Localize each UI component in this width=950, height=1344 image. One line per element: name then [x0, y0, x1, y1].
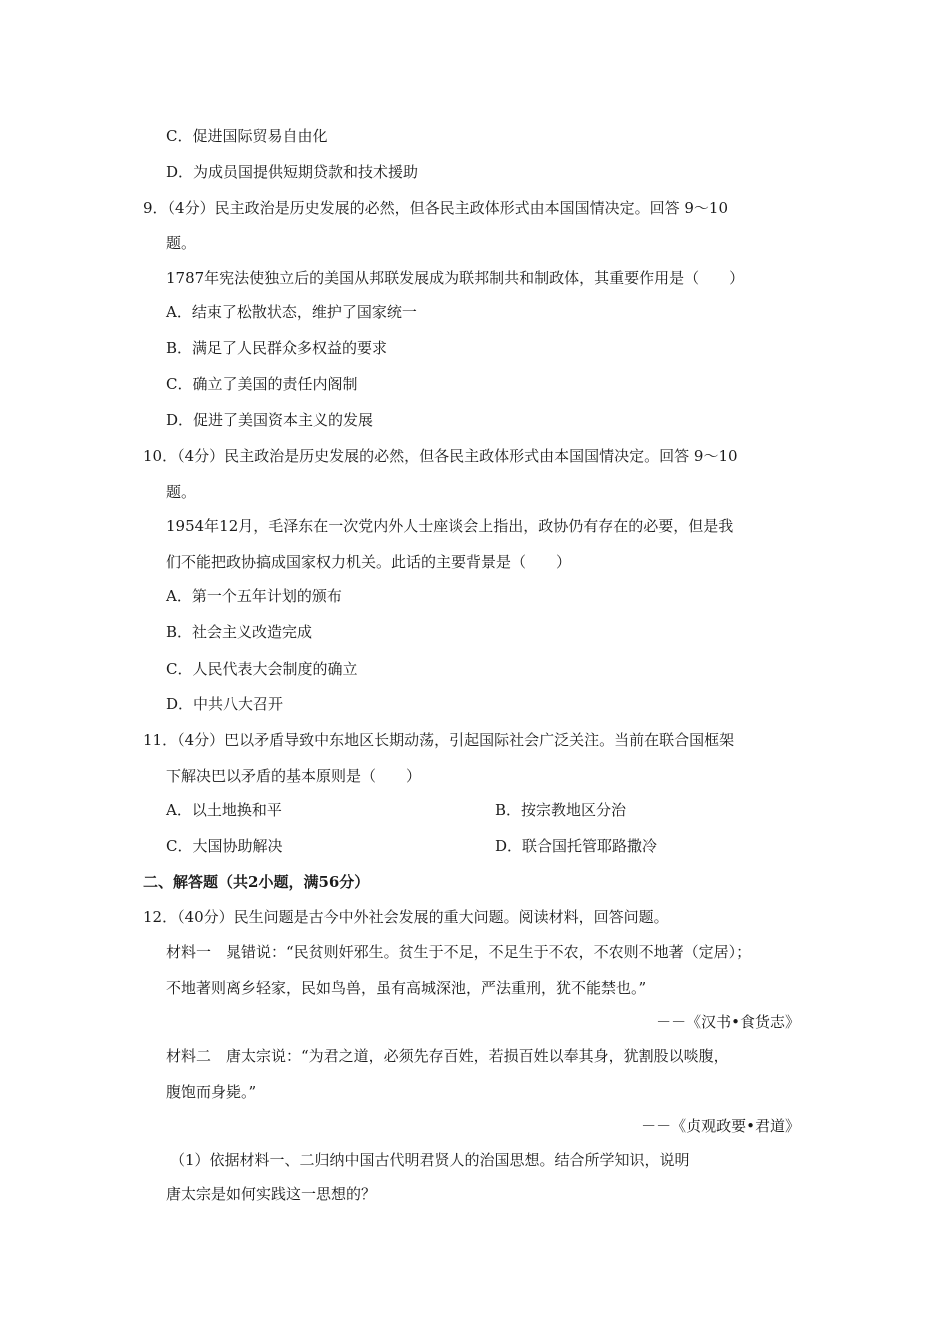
q9-stem-continued: 题。 — [166, 234, 197, 252]
q12-subquestion-1-continued: 唐太宗是如何实践这一思想的？ — [166, 1185, 377, 1203]
q9-option-d: D．促进了美国资本主义的发展 — [166, 411, 374, 429]
q12-material2-continued: 腹饱而身毙。” — [166, 1083, 257, 1101]
q8-option-d: D．为成员国提供短期贷款和技术援助 — [166, 163, 419, 181]
q10-option-b: B．社会主义改造完成 — [166, 623, 313, 641]
q9-option-c: C．确立了美国的责任内阁制 — [166, 375, 358, 393]
q10-question-continued: 们不能把政协搞成国家权力机关。此话的主要背景是（ ） — [166, 553, 572, 571]
q10-stem: 10．（4分）民主政治是历史发展的必然，但各民主政体形式由本国国情决定。回答 9～10 — [143, 447, 738, 465]
q11-option-d: D．联合国托管耶路撒冷 — [495, 837, 658, 855]
q12-stem: 12．（40分）民生问题是古今中外社会发展的重大问题。阅读材料，回答问题。 — [143, 908, 669, 926]
q10-stem-continued: 题。 — [166, 483, 197, 501]
q11-option-b: B．按宗教地区分治 — [495, 801, 627, 819]
q9-option-a: A．结束了松散状态，维护了国家统一 — [166, 303, 417, 321]
q10-option-c: C．人民代表大会制度的确立 — [166, 660, 358, 678]
q11-stem-continued: 下解决巴以矛盾的基本原则是（ ） — [166, 767, 422, 785]
q11-stem: 11．（4分）巴以矛盾导致中东地区长期动荡，引起国际社会广泛关注。当前在联合国框架 — [143, 731, 735, 749]
q9-stem: 9．（4分）民主政治是历史发展的必然，但各民主政体形式由本国国情决定。回答 9～10 — [143, 199, 728, 217]
section-heading: 二、解答题（共2小题，满56分） — [143, 873, 370, 891]
q11-option-c: C．大国协助解决 — [166, 837, 283, 855]
q10-question: 1954年12月，毛泽东在一次党内外人士座谈会上指出，政协仍有存在的必要，但是我 — [166, 517, 734, 535]
q9-question: 1787年宪法使独立后的美国从邦联发展成为联邦制共和制政体，其重要作用是（ ） — [166, 269, 745, 287]
q12-subquestion-1: （1）依据材料一、二归纳中国古代明君贤人的治国思想。结合所学知识，说明 — [170, 1151, 690, 1169]
q8-option-c: C．促进国际贸易自由化 — [166, 127, 328, 145]
q12-material2: 材料二 唐太宗说：“为君之道，必须先存百姓，若损百姓以奉其身，犹割股以啖腹， — [166, 1047, 729, 1065]
q12-material1-source: －－《汉书•食货志》 — [656, 1013, 800, 1031]
q12-material1: 材料一 晁错说：“民贫则奸邪生。贫生于不足，不足生于不农，不农则不地著（定居）； — [166, 943, 752, 961]
q10-option-d: D．中共八大召开 — [166, 695, 284, 713]
q12-material1-continued: 不地著则离乡轻家，民如鸟兽，虽有高城深池，严法重刑，犹不能禁也。” — [166, 979, 647, 997]
q12-material2-source: －－《贞观政要•君道》 — [641, 1117, 800, 1135]
q11-option-a: A．以土地换和平 — [166, 801, 282, 819]
q9-option-b: B．满足了人民群众多权益的要求 — [166, 339, 388, 357]
q10-option-a: A．第一个五年计划的颁布 — [166, 587, 342, 605]
